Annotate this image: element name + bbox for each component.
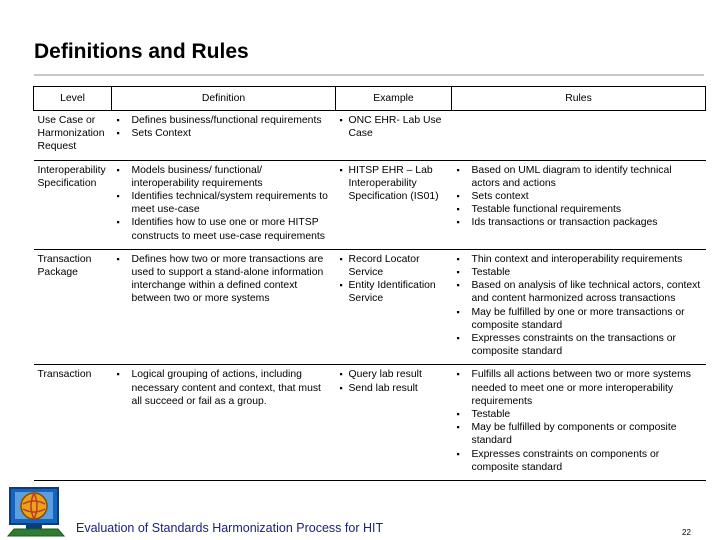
definition-cell: [112, 365, 336, 481]
table-body: [34, 111, 706, 481]
example-cell: [336, 365, 452, 481]
list-item: ▪ Fulfills all actions between two or more systems needed to meet one or more interoperability requirements: [456, 368, 702, 408]
rules-cell: [452, 111, 706, 161]
table-row: [34, 111, 706, 161]
list-item: ▪ Query lab result: [340, 368, 448, 381]
monitor-globe-logo-icon: [4, 484, 70, 540]
definition-cell: [112, 249, 336, 365]
list-item: ▪ Defines business/functional requirements: [116, 114, 332, 127]
example-list: [340, 114, 448, 140]
list-item: ▪ Identifies technical/system requirements to meet use-case: [116, 190, 332, 216]
example-cell: [336, 111, 452, 161]
rules-cell: [452, 249, 706, 365]
list-item: ▪ Based on UML diagram to identify technical actors and actions: [456, 164, 702, 190]
definition-list: [116, 368, 332, 408]
definition-list: [116, 114, 332, 140]
list-item: ▪ Record Locator Service: [340, 253, 448, 279]
definition-list: [116, 164, 332, 243]
level-cell: Transaction: [34, 365, 112, 481]
list-item: ▪ Logical grouping of actions, including necessary content and context, that must all succeed or fail as a group.: [116, 368, 332, 408]
rules-cell: [452, 160, 706, 249]
table-header-row: [34, 87, 706, 111]
rules-list: [456, 253, 702, 359]
header-rules: Rules: [452, 87, 706, 111]
list-item: ▪ Testable: [456, 408, 702, 421]
list-item: ▪ ONC EHR- Lab Use Case: [340, 114, 448, 140]
footer-title: Evaluation of Standards Harmonization Process for HIT: [76, 521, 384, 535]
table-row: [34, 160, 706, 249]
rules-list: [456, 368, 702, 474]
list-item: ▪ May be fulfilled by components or composite standard: [456, 421, 702, 447]
header-example: Example: [336, 87, 452, 111]
list-item: ▪ Sets Context: [116, 127, 332, 140]
list-item: ▪ Defines how two or more transactions are used to support a stand-alone information interchange within a defined context between two or more systems: [116, 253, 332, 306]
example-list: [340, 368, 448, 394]
definitions-table: [33, 86, 706, 481]
table-row: [34, 249, 706, 365]
level-cell: Use Case or Harmonization Request: [34, 111, 112, 161]
example-cell: [336, 160, 452, 249]
level-cell: Interoperability Specification: [34, 160, 112, 249]
list-item: ▪ Expresses constraints on the transactions or composite standard: [456, 332, 702, 358]
example-cell: [336, 249, 452, 365]
list-item: ▪ May be fulfilled by one or more transactions or composite standard: [456, 306, 702, 332]
definition-cell: [112, 160, 336, 249]
example-list: [340, 253, 448, 306]
header-level: Level: [34, 87, 112, 111]
list-item: ▪ Send lab result: [340, 382, 448, 395]
page-number: 22: [682, 528, 691, 537]
page-title: Definitions and Rules: [34, 40, 249, 63]
table-row: [34, 365, 706, 481]
example-list: [340, 164, 448, 204]
list-item: ▪ Testable: [456, 266, 702, 279]
list-item: ▪ Entity Identification Service: [340, 279, 448, 305]
definition-list: [116, 253, 332, 306]
list-item: ▪ Based on analysis of like technical actors, context and content harmonized across transactions: [456, 279, 702, 305]
header-definition: Definition: [112, 87, 336, 111]
level-cell: Transaction Package: [34, 249, 112, 365]
list-item: ▪ Sets context: [456, 190, 702, 203]
list-item: ▪ Identifies how to use one or more HITSP constructs to meet use-case requirements: [116, 216, 332, 242]
list-item: ▪ HITSP EHR – Lab Interoperability Specification (IS01): [340, 164, 448, 204]
list-item: ▪ Expresses constraints on components or composite standard: [456, 448, 702, 474]
rules-list: [456, 164, 702, 230]
list-item: ▪ Ids transactions or transaction packages: [456, 216, 702, 229]
title-divider: [34, 74, 704, 76]
definition-cell: [112, 111, 336, 161]
list-item: ▪ Models business/ functional/ interoperability requirements: [116, 164, 332, 190]
list-item: ▪ Testable functional requirements: [456, 203, 702, 216]
list-item: ▪ Thin context and interoperability requirements: [456, 253, 702, 266]
rules-cell: [452, 365, 706, 481]
